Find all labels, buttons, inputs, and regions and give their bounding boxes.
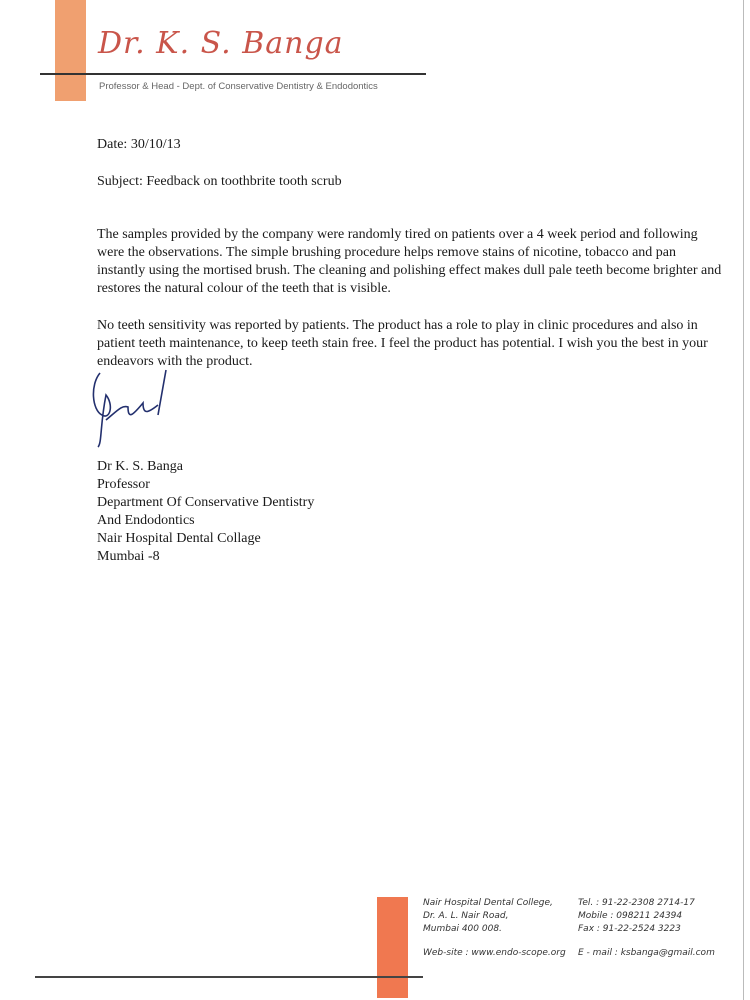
letter-subject: Subject: Feedback on toothbrite tooth scrub [97, 174, 342, 189]
signoff-name: Dr K. S. Banga [97, 459, 183, 474]
signoff-city: Mumbai -8 [97, 549, 160, 564]
letterhead-divider [40, 73, 426, 75]
signoff-institution: Nair Hospital Dental Collage [97, 531, 261, 546]
footer-website: Web-site : www.endo-scope.org [423, 948, 566, 958]
footer-email: E - mail : ksbanga@gmail.com [578, 948, 715, 958]
footer-address-line: Mumbai 400 008. [423, 924, 502, 934]
signoff-block [97, 458, 717, 566]
footer-accent-bar [377, 897, 408, 998]
footer-tel: Tel. : 91-22-2308 2714-17 [578, 898, 695, 908]
letterhead-accent-bar [55, 0, 86, 101]
footer-contacts [578, 897, 715, 960]
footer-divider [35, 976, 423, 978]
signoff-department: Department Of Conservative Dentistry [97, 495, 315, 510]
letter-date: Date: 30/10/13 [97, 137, 181, 152]
letterhead-name: Dr. K. S. Banga [98, 26, 344, 61]
signoff-department-2: And Endodontics [97, 513, 195, 528]
footer-address [423, 897, 566, 960]
letterhead-subtitle: Professor & Head - Dept. of Conservative Dentistry & Endodontics [99, 81, 378, 92]
footer-address-line: Dr. A. L. Nair Road, [423, 911, 509, 921]
signature [88, 365, 188, 455]
footer-fax: Fax : 91-22-2524 3223 [578, 924, 681, 934]
letter-paragraph-1: The samples provided by the company were randomly tired on patients over a 4 week period and following were the observations. The simple brushing procedure helps remove stains of nicotine, tobacco and pan instantly using the mortised brush. The cleaning and polishing effect makes dull pale teeth become brighter and restores the natural colour of the teeth that is visible. [97, 227, 722, 296]
footer-mobile: Mobile : 098211 24394 [578, 911, 683, 921]
signoff-title: Professor [97, 477, 150, 492]
page-edge [743, 0, 744, 1000]
footer-address-line: Nair Hospital Dental College, [423, 898, 553, 908]
letter-paragraph-2: No teeth sensitivity was reported by patients. The product has a role to play in clinic procedures and also in patient teeth maintenance, to keep teeth stain free. I feel the product has potential. I wish you the best in your endeavors with the product. [97, 318, 708, 369]
